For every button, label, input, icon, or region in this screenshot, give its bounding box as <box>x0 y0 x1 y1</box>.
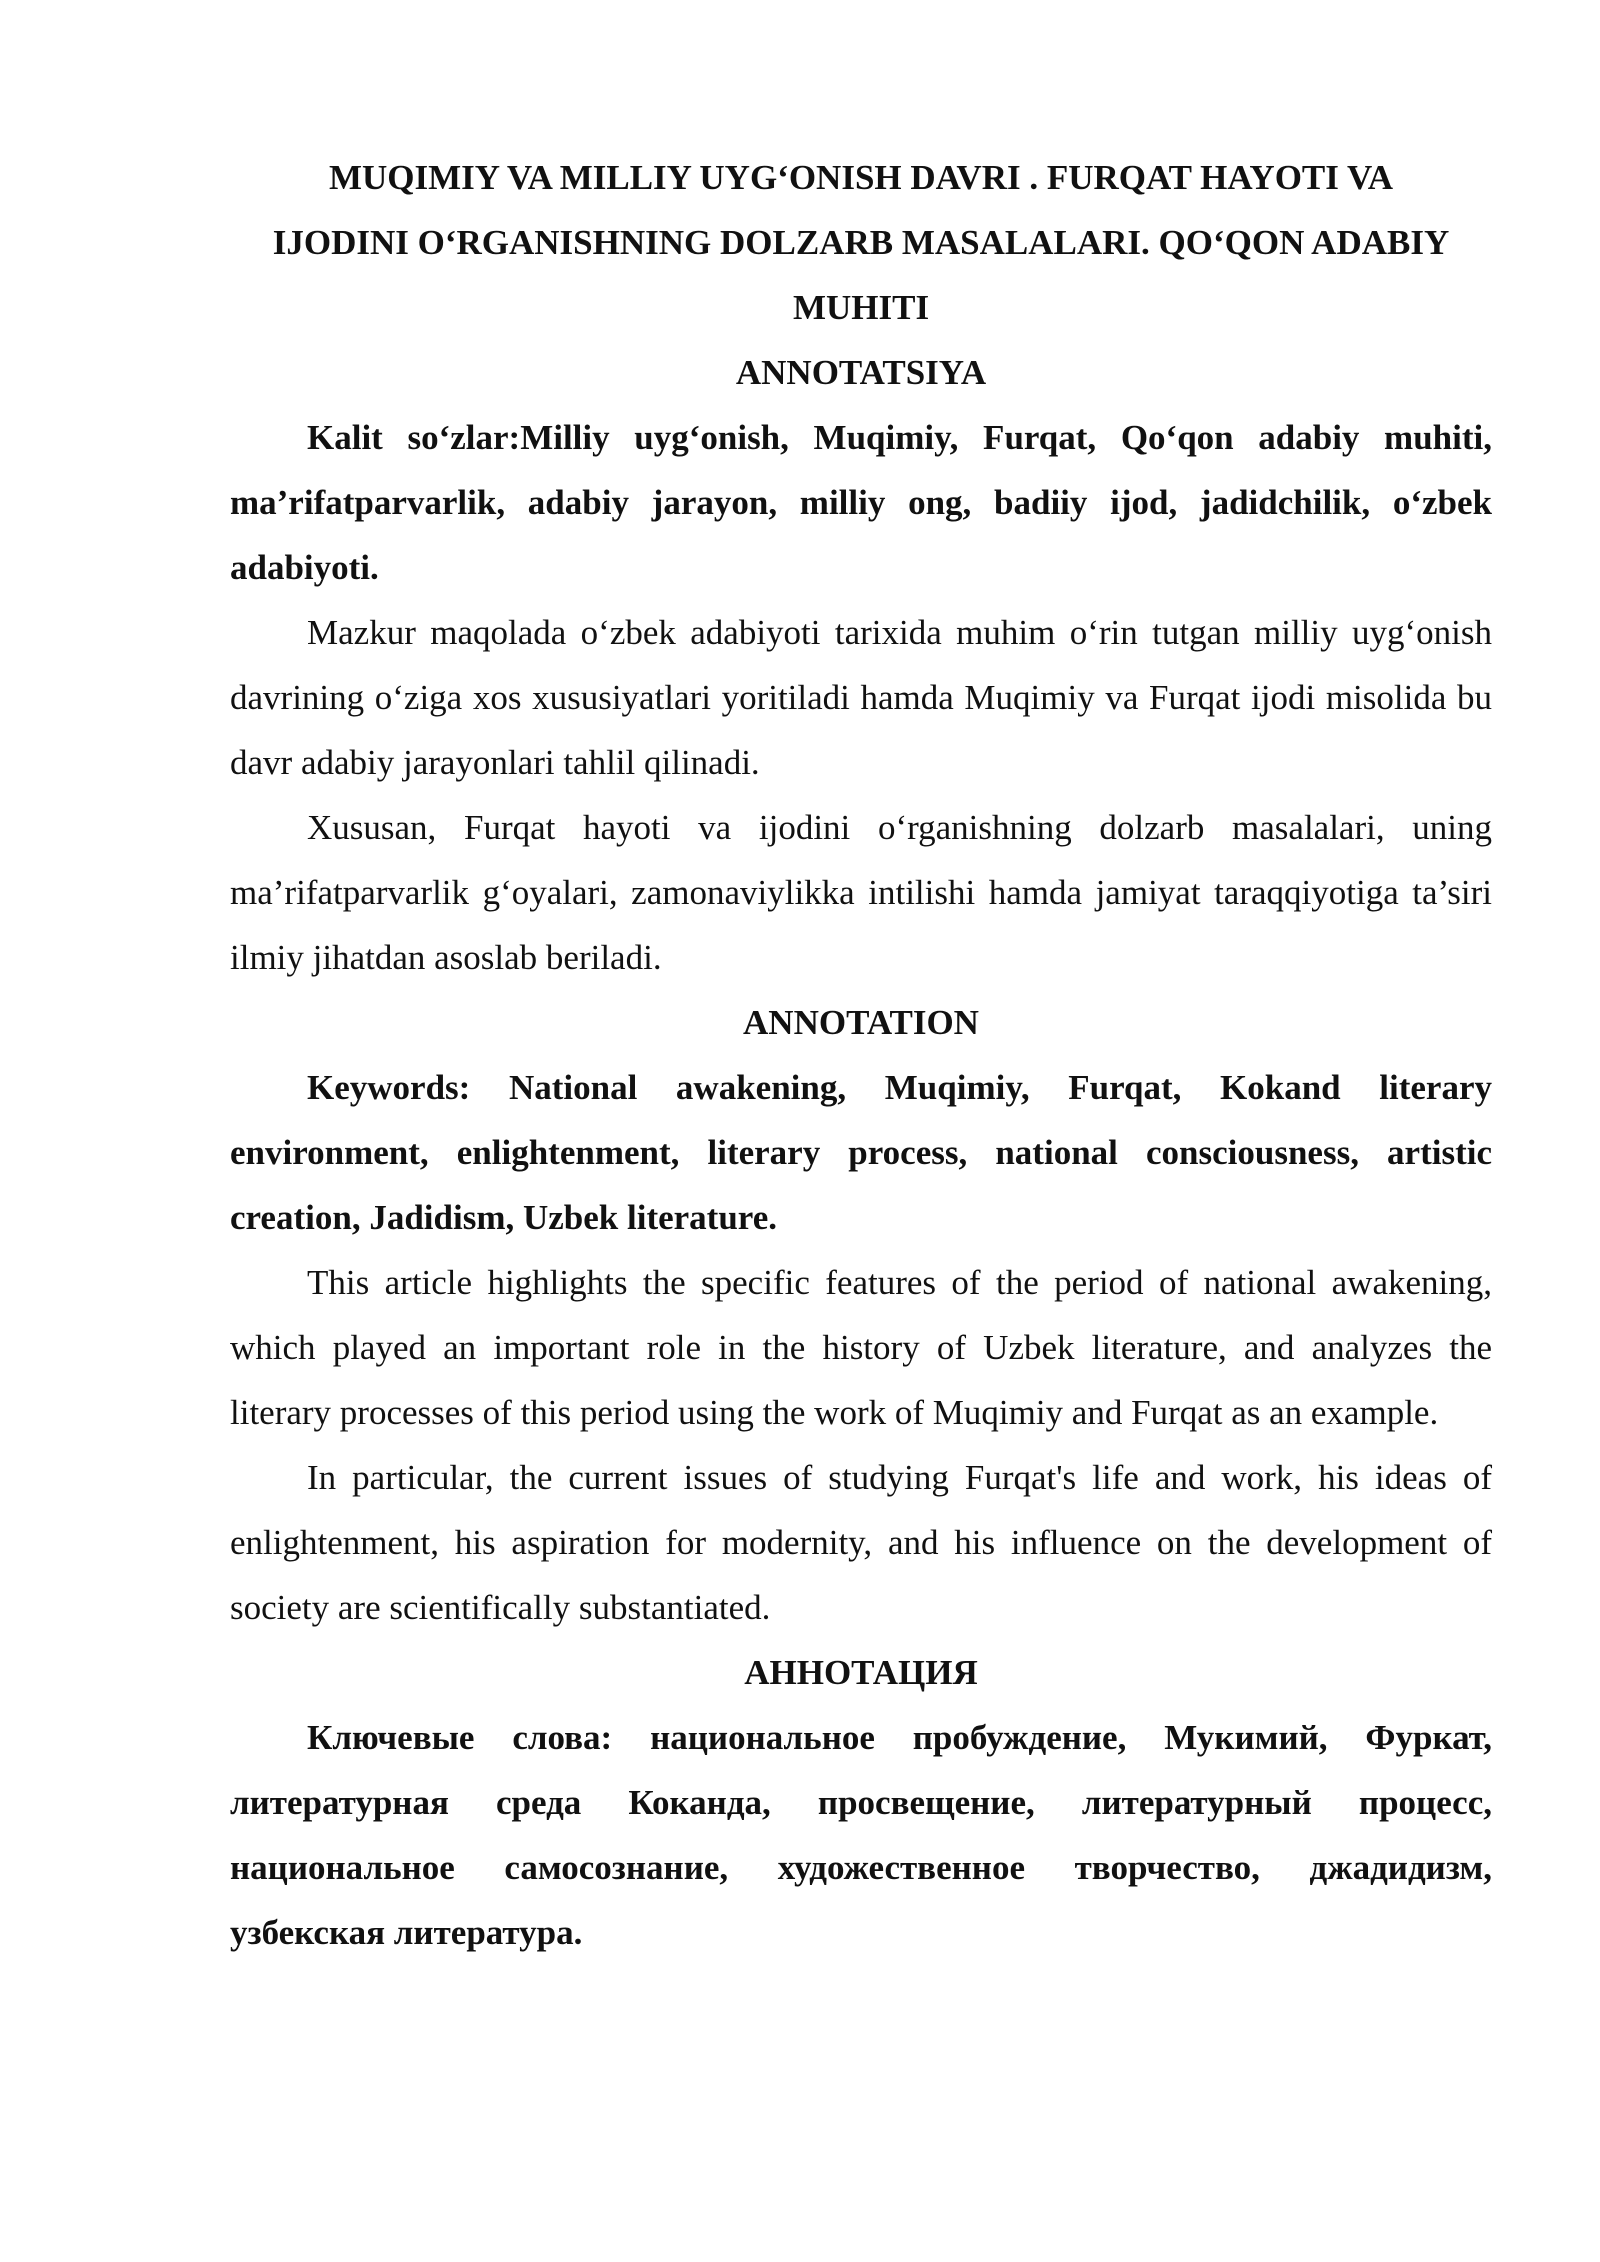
article-title: MUQIMIY VA MILLIY UYG‘ONISH DAVRI . FURQAT HAYOTI VA IJODINI O‘RGANISHNING DOLZARB MASALALARI. QO‘QON ADABIY MUHITI <box>272 158 1450 327</box>
en-paragraph-2: In particular, the current issues of studying Furqat's life and work, his ideas of enlightenment, his aspiration for modernity, and his influence on the development of society are scientifically substantiated. <box>230 1458 1492 1627</box>
en-keywords: Keywords: National awakening, Muqimiy, Furqat, Kokand literary environment, enlightenment, literary process, national consciousness, artistic creation, Jadidism, Uzbek literature. <box>230 1068 1492 1237</box>
uz-annotation-heading: ANNOTATSIYA <box>735 353 987 392</box>
ru-keywords: Ключевые слова: национальное пробуждение, Мукимий, Фуркат, литературная среда Коканда, просвещение, литературный процесс, национальное самосознание, художественное творчество, джадидизм, узбекская литература. <box>230 1718 1492 1952</box>
ru-annotation-heading: АННОТАЦИЯ <box>744 1653 978 1692</box>
uz-keywords: Kalit so‘zlar:Milliy uyg‘onish, Muqimiy, Furqat, Qo‘qon adabiy muhiti, ma’rifatparvarlik, adabiy jarayon, milliy ong, badiiy ijod, jadidchilik, o‘zbek adabiyoti. <box>230 418 1492 587</box>
document-page <box>230 145 1492 1965</box>
uz-paragraph-2: Xususan, Furqat hayoti va ijodini o‘rganishning dolzarb masalalari, uning ma’rifatparvarlik g‘oyalari, zamonaviylikka intilishi hamda jamiyat taraqqiyotiga ta’siri ilmiy jihatdan asoslab beriladi. <box>230 808 1492 977</box>
uz-paragraph-1: Mazkur maqolada o‘zbek adabiyoti tarixida muhim o‘rin tutgan milliy uyg‘onish davrining o‘ziga xos xususiyatlari yoritiladi hamda Muqimiy va Furqat ijodi misolida bu davr adabiy jarayonlari tahlil qilinadi. <box>230 613 1492 782</box>
en-annotation-heading: ANNOTATION <box>743 1003 979 1042</box>
en-paragraph-1: This article highlights the specific features of the period of national awakening, which played an important role in the history of Uzbek literature, and analyzes the literary processes of this period using the work of Muqimiy and Furqat as an example. <box>230 1263 1492 1432</box>
